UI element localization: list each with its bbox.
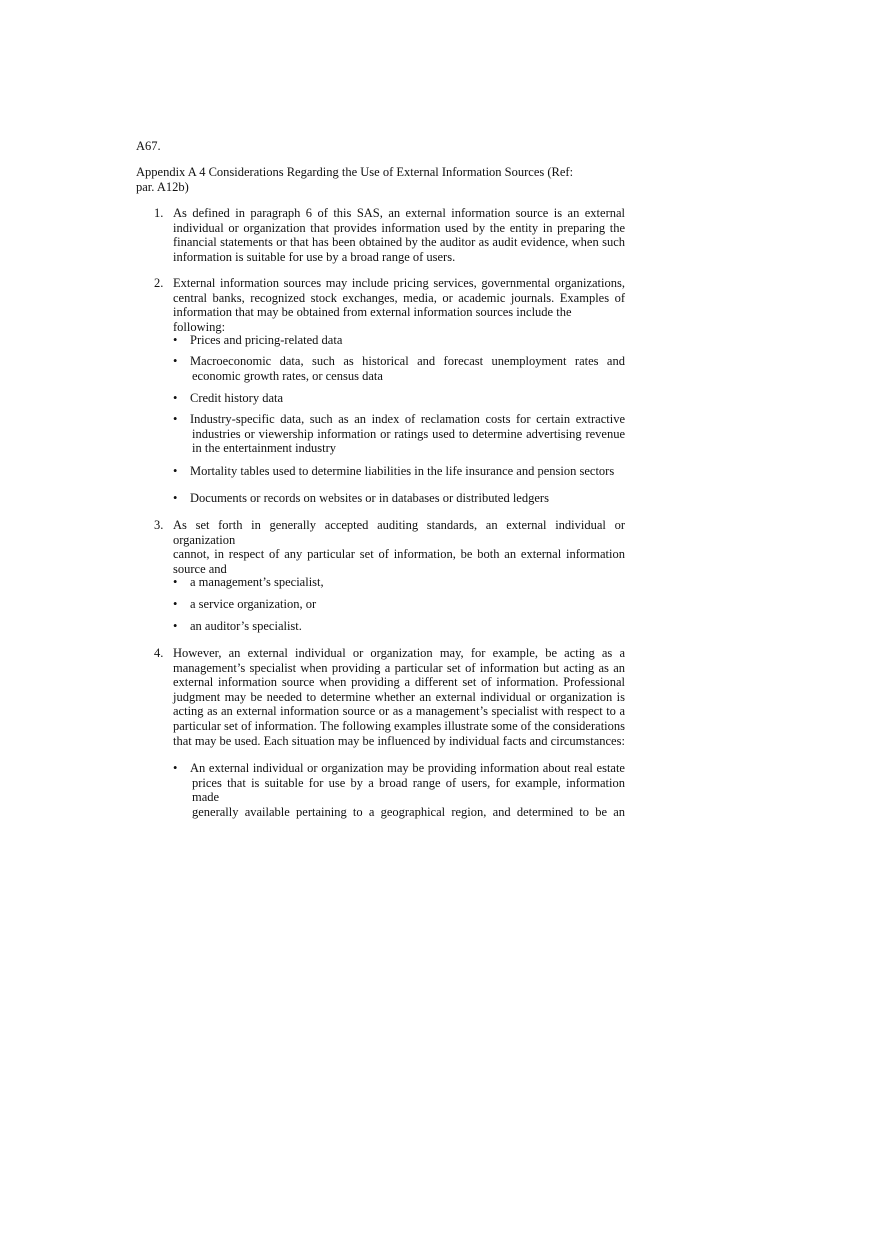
bullet-item [190,761,625,819]
paragraph-4 [173,646,625,748]
bullet-item [190,464,625,479]
text-line: an auditor’s specialist. [190,619,302,633]
bullet-marker: • [173,354,178,368]
bullet-marker: • [173,412,178,426]
bullet-item [190,333,625,348]
text-line: external information source when providing a different set of information. Professional [173,675,625,690]
text-line: financial statements or that has been obtained by the auditor as audit evidence, when such [173,235,625,250]
bullet-item [190,412,625,456]
text-line: central banks, recognized stock exchanges, media, or academic journals. Examples of [173,290,625,305]
text-line: Documents or records on websites or in databases or distributed ledgers [190,491,549,505]
text-line: management’s specialist when providing a particular set of information but acting as an [173,660,625,675]
heading-line: Appendix A 4 Considerations Regarding the Use of External Information Sources (Ref: [136,165,574,179]
text-line: As set forth in generally accepted auditing standards, an external individual or organization [173,518,625,547]
list-number: 4. [154,646,164,660]
appendix-heading [136,165,596,194]
bullet-marker: • [173,575,178,589]
text-line: industries or viewership information or ratings used to determine advertising revenue [192,426,625,441]
bullet-item [190,597,625,612]
text-line: Industry-specific data, such as an index of reclamation costs for certain extractive [190,412,625,426]
bullet-marker: • [173,464,178,478]
bullet-marker: • [173,761,178,775]
text-line: Mortality tables used to determine liabilities in the life insurance and pension sectors [190,464,615,478]
bullet-marker: • [173,619,178,633]
bullet-item [190,391,625,406]
text-line: An external individual or organization may be providing information about real estate [190,761,625,775]
bullet-marker: • [173,333,178,347]
paragraph-3 [173,518,625,576]
text-line: prices that is suitable for use by a broad range of users, for example, information made [192,775,625,805]
text-line: However, an external individual or organization may, for example, be acting as a [173,646,625,660]
text-line: Prices and pricing-related data [190,333,343,347]
text-line: Macroeconomic data, such as historical and forecast unemployment rates and [190,354,625,368]
text-line: information is suitable for use by a broad range of users. [173,249,456,264]
text-line: that may be used. Each situation may be influenced by individual facts and circumstances: [173,733,625,748]
text-line: information that may be obtained from external information sources include the following: [173,305,572,334]
text-line: in the entertainment industry [192,441,337,456]
bullet-item [190,354,625,383]
text-line: Credit history data [190,391,284,405]
text-line: acting as an external information source or as a management’s specialist with respect to a [173,704,625,719]
text-line: economic growth rates, or census data [192,368,383,383]
text-line: judgment may be needed to determine whether an external individual or organization is [173,689,625,704]
paragraph-1 [173,206,625,264]
text-line: individual or organization that provides information used by the entity in preparing the [173,220,625,235]
list-number: 1. [154,206,164,220]
text-line: a management’s specialist, [190,575,324,589]
bullet-marker: • [173,597,178,611]
text-line: particular set of information. The following examples illustrate some of the considerations [173,718,625,733]
text-line: a service organization, or [190,597,317,611]
text-line: generally available pertaining to a geographical region, and determined to be an [192,804,625,819]
text-line: As defined in paragraph 6 of this SAS, an external information source is an external [173,206,625,220]
bullet-item [190,575,625,590]
text-line: External information sources may include pricing services, governmental organizations, [173,276,625,290]
heading-line: par. A12b) [136,179,189,194]
text-line: cannot, in respect of any particular set of information, be both an external information [173,547,625,562]
bullet-item [190,491,625,506]
paragraph-2 [173,276,625,334]
text-line: source and [173,561,227,576]
section-reference: A67. [136,139,161,153]
bullet-item [190,619,625,634]
bullet-marker: • [173,391,178,405]
list-number: 2. [154,276,164,290]
bullet-marker: • [173,491,178,505]
list-number: 3. [154,518,164,532]
